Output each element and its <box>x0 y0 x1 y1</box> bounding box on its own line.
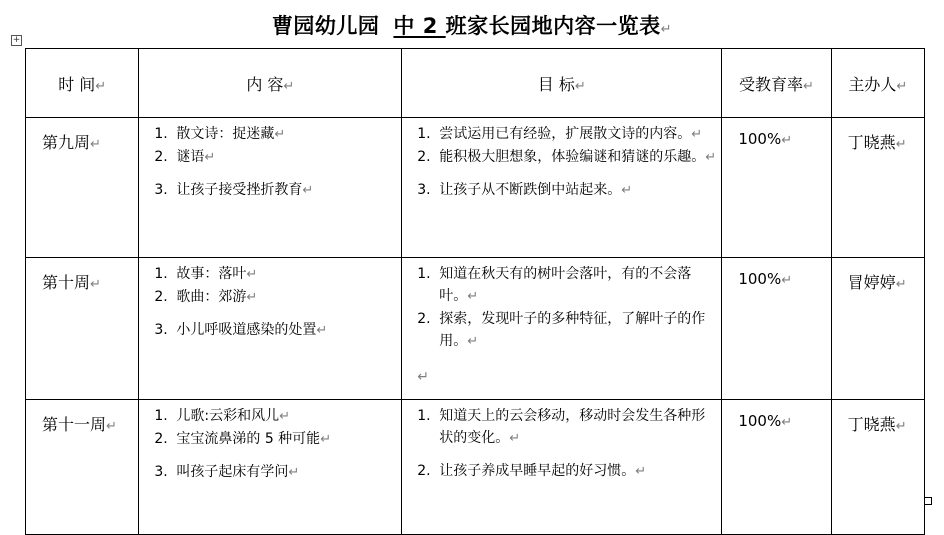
list-item: 2. 宝宝流鼻涕的 5 种可能↵ <box>154 431 332 447</box>
table-row <box>26 118 925 258</box>
list-item: 3. 让孩子从不断跌倒中站起来。↵ <box>417 182 633 198</box>
paragraph-mark-icon: ↵ <box>660 22 673 37</box>
list-item: 1. 知道在秋天有的树叶会落叶，有的不会落叶。↵ <box>417 266 692 304</box>
rate-cell: 100%↵ <box>722 258 831 400</box>
content-cell <box>139 118 402 258</box>
schedule-table <box>25 48 925 535</box>
content-cell <box>139 400 402 535</box>
host-cell: 丁晓燕↵ <box>831 118 924 258</box>
list-item: 3. 让孩子接受挫折教育↵ <box>154 182 314 198</box>
list-item: 1. 知道天上的云会移动，移动时会发生各种形状的变化。↵ <box>417 408 706 446</box>
title-suffix: 班家长园地内容一览表 <box>445 14 661 38</box>
list-item: 3. 叫孩子起床有学问↵ <box>154 464 300 480</box>
list-item: 1. 散文诗：捉迷藏↵ <box>154 126 286 142</box>
header-host: 主办人↵ <box>831 49 924 118</box>
table-row <box>26 400 925 535</box>
header-rate: 受教育率↵ <box>722 49 831 118</box>
goal-cell <box>402 400 722 535</box>
list-item: 1. 故事：落叶↵ <box>154 266 258 282</box>
list-item: 2. 谜语↵ <box>154 149 216 165</box>
list-item: 2. 探索，发现叶子的多种特征，了解叶子的作用。↵ <box>417 311 706 349</box>
host-cell: 冒婷婷↵ <box>831 258 924 400</box>
title-school: 曹园幼儿园 <box>271 14 380 38</box>
list-item: 2. 能积极大胆想象，体验编谜和猜谜的乐趣。↵ <box>417 149 717 165</box>
table-move-handle-icon[interactable]: + <box>12 35 21 45</box>
week-cell: 第十一周↵ <box>26 400 139 535</box>
host-cell: 丁晓燕↵ <box>831 400 924 535</box>
header-time: 时 间↵ <box>26 49 139 118</box>
list-item: 2. 歌曲：郊游↵ <box>154 289 258 305</box>
list-item: 1. 儿歌:云彩和风儿↵ <box>154 408 290 424</box>
rate-cell: 100%↵ <box>722 400 831 535</box>
list-item: 3. 小儿呼吸道感染的处置↵ <box>154 322 328 338</box>
rate-cell: 100%↵ <box>722 118 831 258</box>
content-cell <box>139 258 402 400</box>
list-item: 2. 让孩子养成早睡早起的好习惯。↵ <box>417 463 647 479</box>
week-cell: 第九周↵ <box>26 118 139 258</box>
list-item: 1. 尝试运用已有经验，扩展散文诗的内容。↵ <box>417 126 703 142</box>
page-title <box>0 10 944 40</box>
empty-paragraph: ↵ <box>417 369 429 385</box>
title-class: 中 2 <box>393 14 446 38</box>
table-row <box>26 258 925 400</box>
goal-cell <box>402 118 722 258</box>
table-resize-handle-icon[interactable] <box>924 497 932 505</box>
table-header-row <box>26 49 925 118</box>
header-goal: 目 标↵ <box>402 49 722 118</box>
header-content: 内 容↵ <box>139 49 402 118</box>
goal-cell <box>402 258 722 400</box>
week-cell: 第十周↵ <box>26 258 139 400</box>
